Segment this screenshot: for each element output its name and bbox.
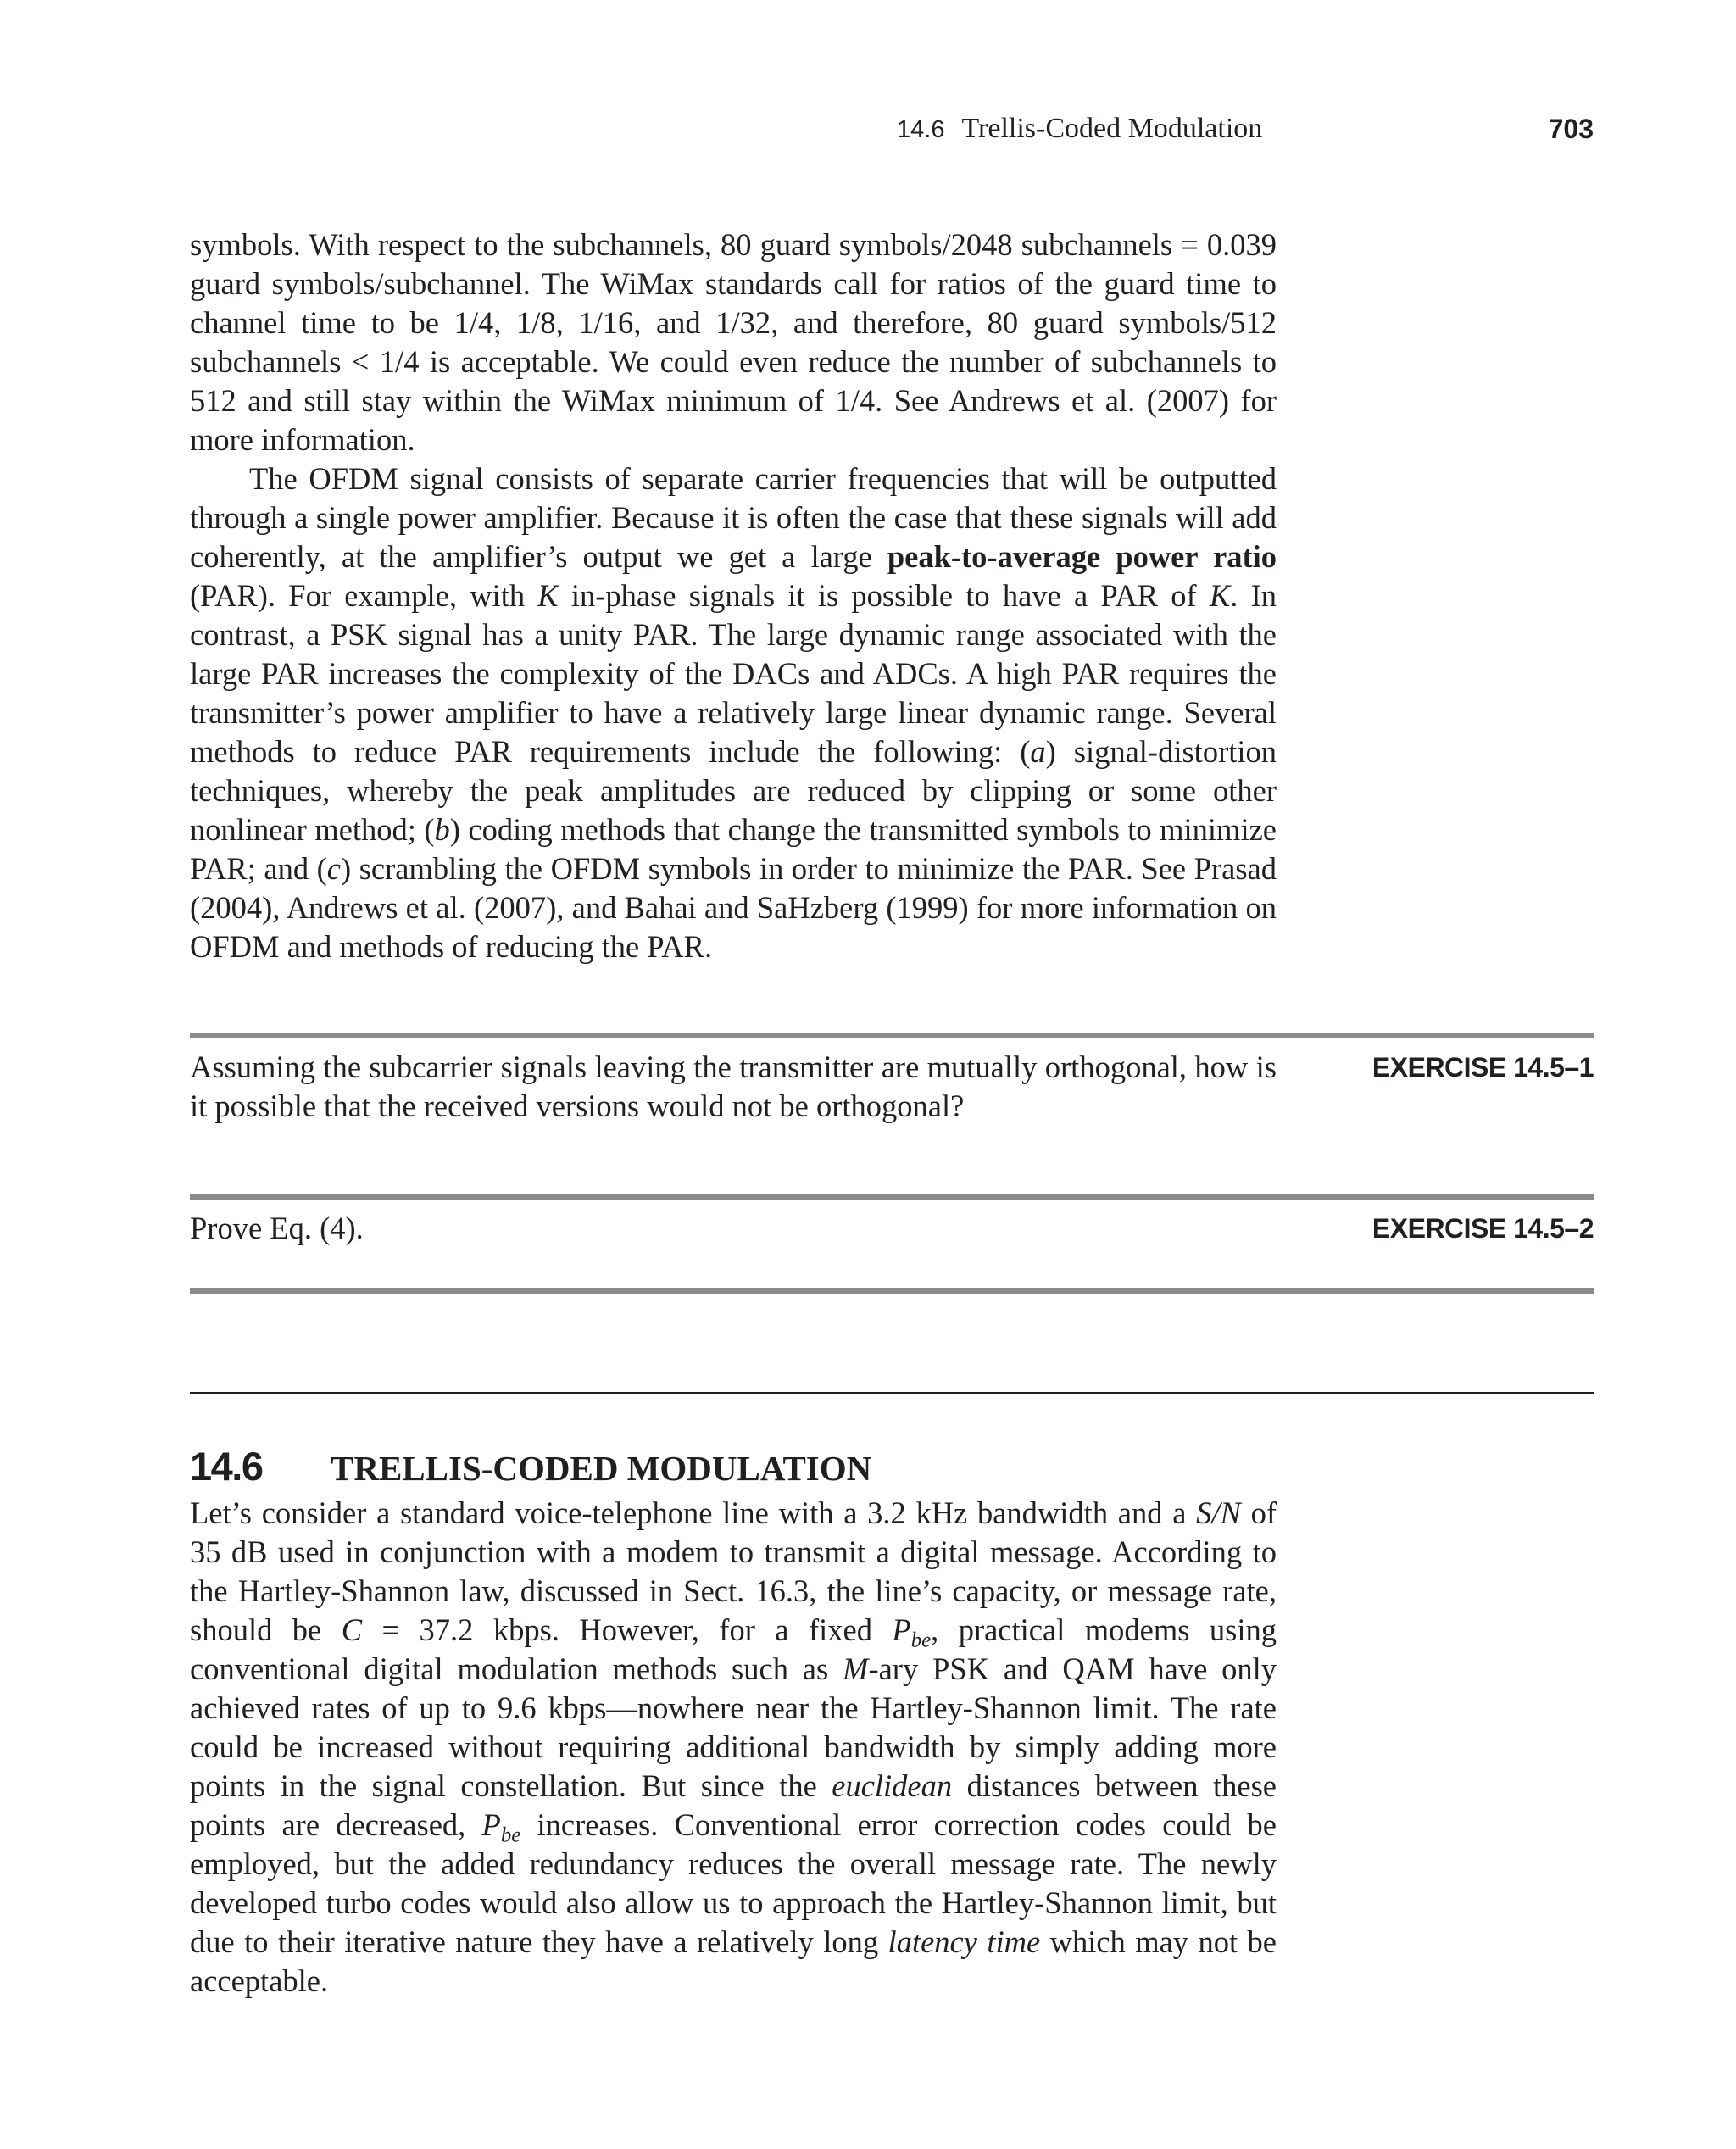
text-run: of 35 dB used in conjunction with a modem to transmit a digital message. According to the Hartley-Shannon law, discussed in Sect. 16.3, the line’s capacity, or message rate, should be — [190, 1495, 1277, 1647]
italic-var: M — [843, 1651, 869, 1686]
text-run: . In contrast, a PSK signal has a unity PAR. The large dynamic range associated with the large PAR increases the complexity of the DACs and ADCs. A high PAR requires the transmitter’s power amplifier to have a relatively large linear dynamic range. Several methods to reduce PAR requirements include the following: ( — [190, 578, 1277, 769]
italic-var: C — [341, 1612, 363, 1647]
exercise-1-text: Assuming the subcarrier signals leaving the transmitter are mutually orthogonal, how is it possible that the received versions would not be orthogonal? — [190, 1049, 1277, 1123]
text-run: Let’s consider a standard voice-telephone line with a 3.2 kHz bandwidth and a — [190, 1495, 1197, 1530]
text-run: which may not be acceptable. — [190, 1924, 1277, 1998]
paragraph-par — [190, 459, 1277, 966]
italic-var: P — [892, 1612, 911, 1647]
running-head-section-number: 14.6 — [897, 116, 945, 143]
italic-var: K — [1209, 578, 1231, 613]
italic-var: c — [326, 851, 341, 886]
body-text-block-2 — [190, 1494, 1277, 2001]
text-run: = 37.2 kbps. However, for a fixed — [362, 1612, 893, 1647]
exercise-1-label: EXERCISE 14.5–1 — [1372, 1052, 1594, 1083]
paragraph-guard-symbols: symbols. With respect to the subchannels, 80 guard symbols/2048 subchannels = 0.039 guard symbols/subchannel. The WiMax standards call for ratios of the guard time to channel time to be 1/4, 1/8, 1/16, and 1/32, and therefore, 80 guard symbols/512 subchannels < 1/4 is acceptable. We could even reduce the number of subchannels to 512 and still stay within the WiMax minimum of 1/4. See Andrews et al. (2007) for more information. — [190, 227, 1277, 457]
running-head — [897, 109, 1594, 149]
section-rule — [190, 1392, 1594, 1394]
text-run: ) coding methods that change the transmitted symbols to minimize PAR; and ( — [190, 812, 1277, 886]
text-run: (PAR). For example, with — [190, 578, 538, 613]
italic-term: euclidean — [832, 1768, 953, 1803]
italic-var: b — [434, 812, 450, 847]
italic-var: S/N — [1196, 1495, 1241, 1530]
text-run: ) scrambling the OFDM symbols in order to minimize the PAR. See Prasad (2004), Andrews et al. (2007), and Bahai and SaHzberg (1999) for more information on OFDM and methods of reducing the PAR. — [190, 851, 1277, 964]
subscript: be — [500, 1823, 521, 1847]
exercise-2-label: EXERCISE 14.5–2 — [1372, 1213, 1594, 1244]
body-text-block-1 — [190, 225, 1277, 966]
exercise-2-text: Prove Eq. (4). — [190, 1211, 364, 1245]
italic-var: P — [481, 1807, 501, 1842]
running-head-section-title: Trellis-Coded Modulation — [961, 113, 1263, 144]
text-run: increases. Conventional error correction codes could be employed, but the added redundancy reduces the overall message rate. The newly developed turbo codes would also allow us to approach the Hartley-Shannon limit, but due to their iterative nature they have a relatively long — [190, 1807, 1277, 1959]
text-run: The OFDM signal consists of separate carrier frequencies that will be outputted through a single power amplifier. Because it is often the case that these signals will add coherently, at the amplifier’s output we get a large — [190, 461, 1277, 574]
section-title: TRELLIS-CODED MODULATION — [331, 1449, 872, 1488]
bold-term: peak-to-average power ratio — [887, 539, 1277, 574]
paragraph-telephone-line — [190, 1494, 1277, 2001]
exercise-rule-top — [190, 1033, 1594, 1038]
subscript: be — [910, 1628, 932, 1652]
italic-var: a — [1030, 734, 1046, 769]
exercise-rule-middle — [190, 1194, 1594, 1200]
text-run: distances between these points are decreased, — [190, 1768, 1277, 1842]
text-run: , practical modems using conventional digital modulation methods such as — [190, 1612, 1277, 1686]
text-run: ) signal-distortion techniques, whereby the peak amplitudes are reduced by clipping or some other nonlinear method; ( — [190, 734, 1277, 847]
section-number: 14.6 — [190, 1444, 263, 1489]
italic-term: latency time — [887, 1924, 1041, 1959]
exercise-rule-bottom — [190, 1288, 1594, 1294]
text-run: -ary PSK and QAM have only achieved rates of up to 9.6 kbps—nowhere near the Hartley-Shannon limit. The rate could be increased without requiring additional bandwidth by simply adding more points in the signal constellation. But since the — [190, 1651, 1277, 1803]
section-heading — [190, 1441, 1277, 1492]
italic-var: K — [537, 578, 559, 613]
text-run: in-phase signals it is possible to have a PAR of — [558, 578, 1210, 613]
page-number: 703 — [1548, 114, 1594, 144]
